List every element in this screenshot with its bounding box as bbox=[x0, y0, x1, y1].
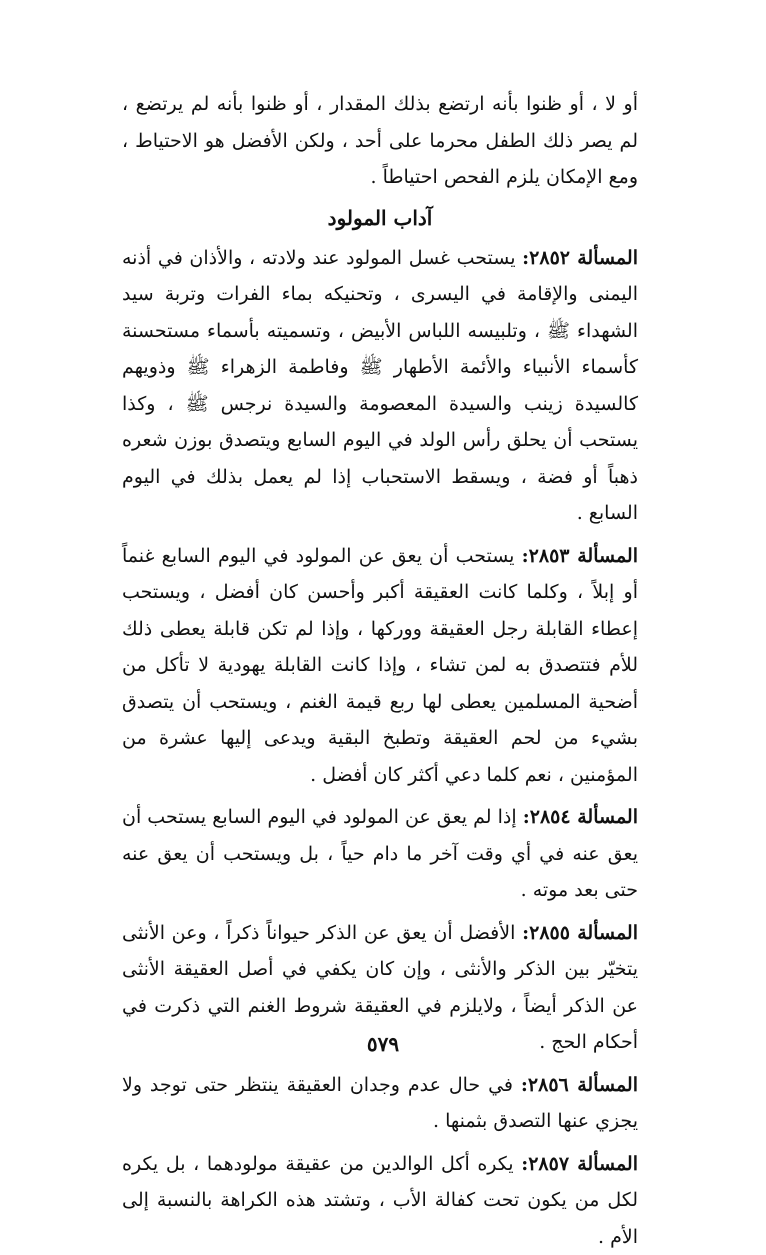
issue-2853 bbox=[122, 538, 638, 794]
page-number: ٥٧٩ bbox=[0, 1032, 766, 1056]
issue-label: المسألة ٢٨٥٧: bbox=[521, 1153, 638, 1175]
section-heading: آداب المولود bbox=[122, 200, 638, 236]
issue-2856 bbox=[122, 1067, 638, 1140]
intro-paragraph: أو لا ، أو ظنوا بأنه ارتضع بذلك المقدار ، أو ظنوا بأنه لم يرتضع ، لم يصر ذلك الطفل محرما على أحد ، ولكن الأفضل هو الاحتياط ، ومع الإمكان يلزم الفحص احتياطاً . bbox=[122, 86, 638, 196]
issue-label: المسألة ٢٨٥٣: bbox=[522, 545, 638, 567]
issue-label: المسألة ٢٨٥٥: bbox=[522, 922, 638, 944]
issue-2852 bbox=[122, 240, 638, 532]
issue-text: إذا لم يعق عن المولود في اليوم السابع يستحب أن يعق عنه في أي وقت آخر ما دام حياً ، بل ويستحب أن يعق عنه حتى بعد موته . bbox=[122, 806, 638, 901]
issue-text: في حال عدم وجدان العقيقة ينتظر حتى توجد ولا يجزي عنها التصدق بثمنها . bbox=[122, 1074, 638, 1133]
issue-label: المسألة ٢٨٥٦: bbox=[521, 1074, 638, 1096]
issue-2854 bbox=[122, 799, 638, 909]
issue-text: يستحب أن يعق عن المولود في اليوم السابع غنماً أو إبلاً ، وكلما كانت العقيقة أكبر وأحسن كان أفضل ، ويستحب إعطاء القابلة رجل العقيقة ووركها ، وإذا لم تكن قابلة يعطى ذلك للأم فتتصدق به لمن تشاء ، وإذا كانت القابلة يهودية لا تأكل من أضحية المسلمين يعطى لها ربع قيمة الغنم ، ويستحب أن يتصدق بشيء من لحم العقيقة وتطبخ البقية ويدعى إليها عشرة من المؤمنين ، نعم كلما دعي أكثر كان أفضل . bbox=[122, 545, 638, 786]
issue-text: الأفضل أن يعق عن الذكر حيواناً ذكراً ، وعن الأنثى يتخيّر بين الذكر والأنثى ، وإن كان يكفي في أصل العقيقة الأنثى عن الذكر أيضاً ، ولايلزم في العقيقة شروط الغنم التي ذكرت في أحكام الحج . bbox=[122, 922, 638, 1054]
issue-text: يكره أكل الوالدين من عقيقة مولودهما ، بل يكره لكل من يكون تحت كفالة الأب ، وتشتد هذه الكراهة بالنسبة إلى الأم . bbox=[122, 1153, 638, 1248]
issue-2857 bbox=[122, 1146, 638, 1255]
issue-label: المسألة ٢٨٥٢: bbox=[522, 247, 638, 269]
issue-label: المسألة ٢٨٥٤: bbox=[523, 806, 638, 828]
issue-text: يستحب غسل المولود عند ولادته ، والأذان في أذنه اليمنى والإقامة في اليسرى ، وتحنيكه بماء الفرات وتربة سيد الشهداء ﷺ ، وتلبيسه اللباس الأبيض ، وتسميته بأسماء مستحسنة كأسماء الأنبياء والأئمة الأطهار ﷺ وفاطمة الزهراء ﷺ وذويهم كالسيدة زينب والسيدة المعصومة والسيدة نرجس ﷺ ، وكذا يستحب أن يحلق رأس الولد في اليوم السابع ويتصدق بوزن شعره ذهباً أو فضة ، ويسقط الاستحباب إذا لم يعمل بذلك في اليوم السابع . bbox=[122, 247, 638, 525]
